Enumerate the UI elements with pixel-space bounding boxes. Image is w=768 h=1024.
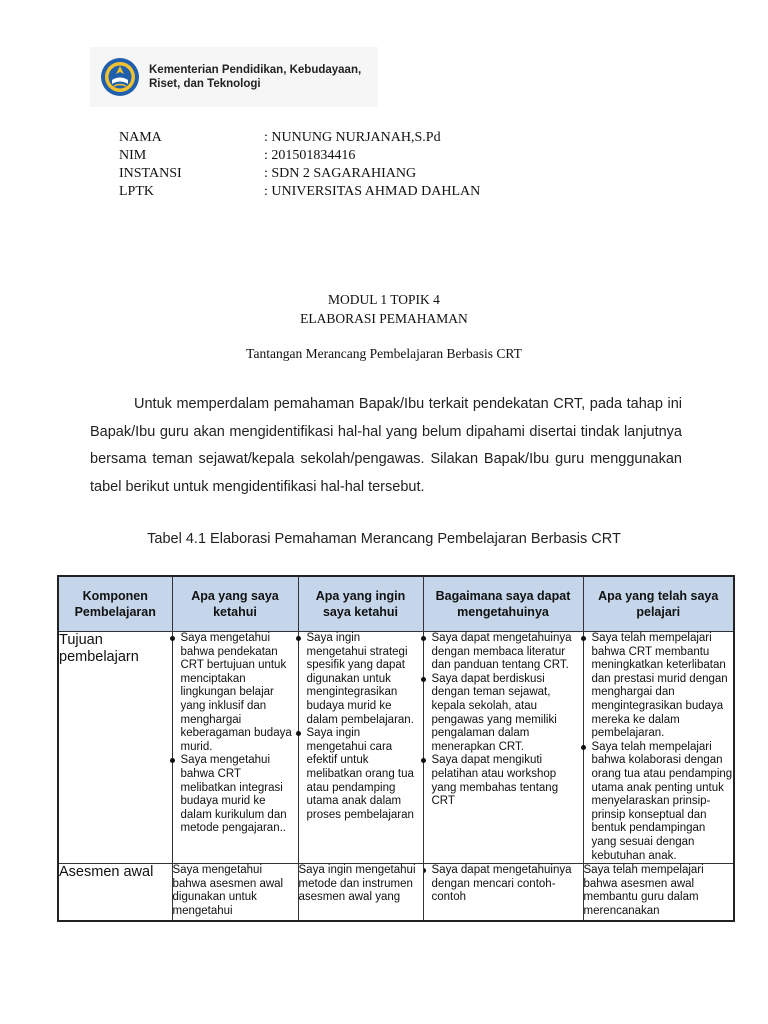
identity-row-lptk [119, 183, 480, 201]
how-clip [424, 864, 583, 918]
tut-wuri-handayani-logo [100, 57, 140, 97]
how-cell [423, 632, 583, 864]
ministry-name-line2: Riset, dan Teknologi [149, 78, 261, 90]
identity-label: LPTK [119, 184, 154, 199]
list-item: Saya dapat berdiskusi dengan teman sejawat, kepala sekolah, atau pengawas yang memiliki pengalaman dalam menerapkan CRT. [432, 673, 583, 755]
how-cell [423, 864, 583, 922]
header-want: Apa yang ingin saya ketahui [298, 576, 423, 632]
table-caption: Tabel 4.1 Elaborasi Pemahaman Merancang Pembelajaran Berbasis CRT [147, 531, 621, 547]
intro-text: Untuk memperdalam pemahaman Bapak/Ibu terkait pendekatan CRT, pada tahap ini Bapak/Ibu guru akan mengidentifikasi hal-hal yang belum dipahami disertai tindak lanjutnya bersama teman sejawat/kepala sekolah/pengawas. Silakan Bapak/Ibu guru menggunakan tabel berikut untuk mengidentifikasi hal-hal tersebut. [90, 396, 682, 495]
list-item: Saya mengetahui bahwa CRT melibatkan integrasi budaya murid ke dalam kurikulum dan metode pengajaran.. [181, 754, 298, 836]
identity-row-nama [119, 129, 480, 147]
identity-row-nim [119, 147, 480, 165]
identity-value: : SDN 2 SAGARAHIANG [264, 166, 417, 181]
table-row [58, 864, 734, 922]
component-text: Asesmen awal [59, 864, 154, 881]
list-item: Saya dapat mengikuti pelatihan atau workshop yang membahas tentang CRT [432, 754, 583, 808]
list-item: Saya telah mempelajari bahwa CRT membantu meningkatkan keterlibatan dan prestasi murid dengan menghargai dan mengintegrasikan budaya mereka ke dalam pembelajaran. [592, 632, 734, 741]
identity-value: : UNIVERSITAS AHMAD DAHLAN [264, 184, 481, 199]
module-title: MODUL 1 TOPIK 4 [328, 292, 440, 307]
table-row [58, 632, 734, 864]
identity-label: INSTANSI [119, 166, 182, 181]
page-title: ELABORASI PEMAHAMAN [300, 311, 468, 326]
cell-text: Saya telah mempelajari bahwa asesmen awal membantu guru dalam merencanakan [583, 864, 704, 917]
cell-text: Saya ingin mengetahui metode dan instrumen asesmen awal yang [298, 864, 416, 904]
header-komponen: Komponen Pembelajaran [58, 576, 172, 632]
know-cell [172, 864, 298, 922]
list-item: Saya ingin mengetahui strategi spesifik yang dapat digunakan untuk mengintegrasikan budaya murid ke dalam pembelajaran. [307, 632, 423, 727]
learned-cell [583, 632, 734, 864]
identity-value: : NUNUNG NURJANAH,S.Pd [264, 130, 441, 145]
list-item: Saya telah mempelajari bahwa kolaborasi dengan orang tua atau pendamping utama anak penting untuk menyelaraskan prinsip-prinsip konseptual dan bentuk pendampingan yang sesuai dengan kebutuhan anak. [591, 740, 733, 862]
table-header-row [58, 576, 734, 632]
identity-label: NIM [119, 148, 147, 163]
want-cell [298, 864, 423, 922]
crt-elaboration-table [57, 575, 735, 922]
learned-cell [583, 864, 734, 922]
identity-row-instansi [119, 165, 480, 183]
header-how: Bagaimana saya dapat mengetahuinya [423, 576, 583, 632]
ministry-name [149, 63, 361, 91]
want-cell [298, 632, 423, 864]
page-subtitle: Tantangan Merancang Pembelajaran Berbasis CRT [246, 346, 522, 361]
header-learned: Apa yang telah saya pelajari [583, 576, 734, 632]
header-know: Apa yang saya ketahui [172, 576, 298, 632]
list-item: Saya mengetahui bahwa pendekatan CRT bertujuan untuk menciptakan lingkungan belajar yang inklusif dan menghargai keberagaman budaya murid. [181, 632, 298, 754]
identity-block [119, 129, 480, 201]
ministry-logo-block [90, 47, 378, 107]
component-cell: Tujuan pembelajarn [58, 632, 172, 864]
list-item: Saya ingin mengetahui cara efektif untuk melibatkan orang tua atau pendamping utama anak dalam proses pembelajaran [307, 727, 423, 822]
identity-label: NAMA [119, 130, 162, 145]
intro-paragraph [90, 391, 682, 501]
identity-value: : 201501834416 [264, 148, 356, 163]
component-cell [58, 864, 172, 922]
ministry-name-line1: Kementerian Pendidikan, Kebudayaan, [149, 64, 362, 76]
list-item: Saya dapat mengetahuinya dengan membaca literatur dan panduan tentang CRT. [432, 632, 583, 673]
know-cell [172, 632, 298, 864]
cell-text: Saya mengetahui bahwa asesmen awal digunakan untuk mengetahui [172, 864, 284, 917]
list-item: Saya dapat mengetahuinya dengan mencari contoh-contoh [432, 864, 583, 905]
